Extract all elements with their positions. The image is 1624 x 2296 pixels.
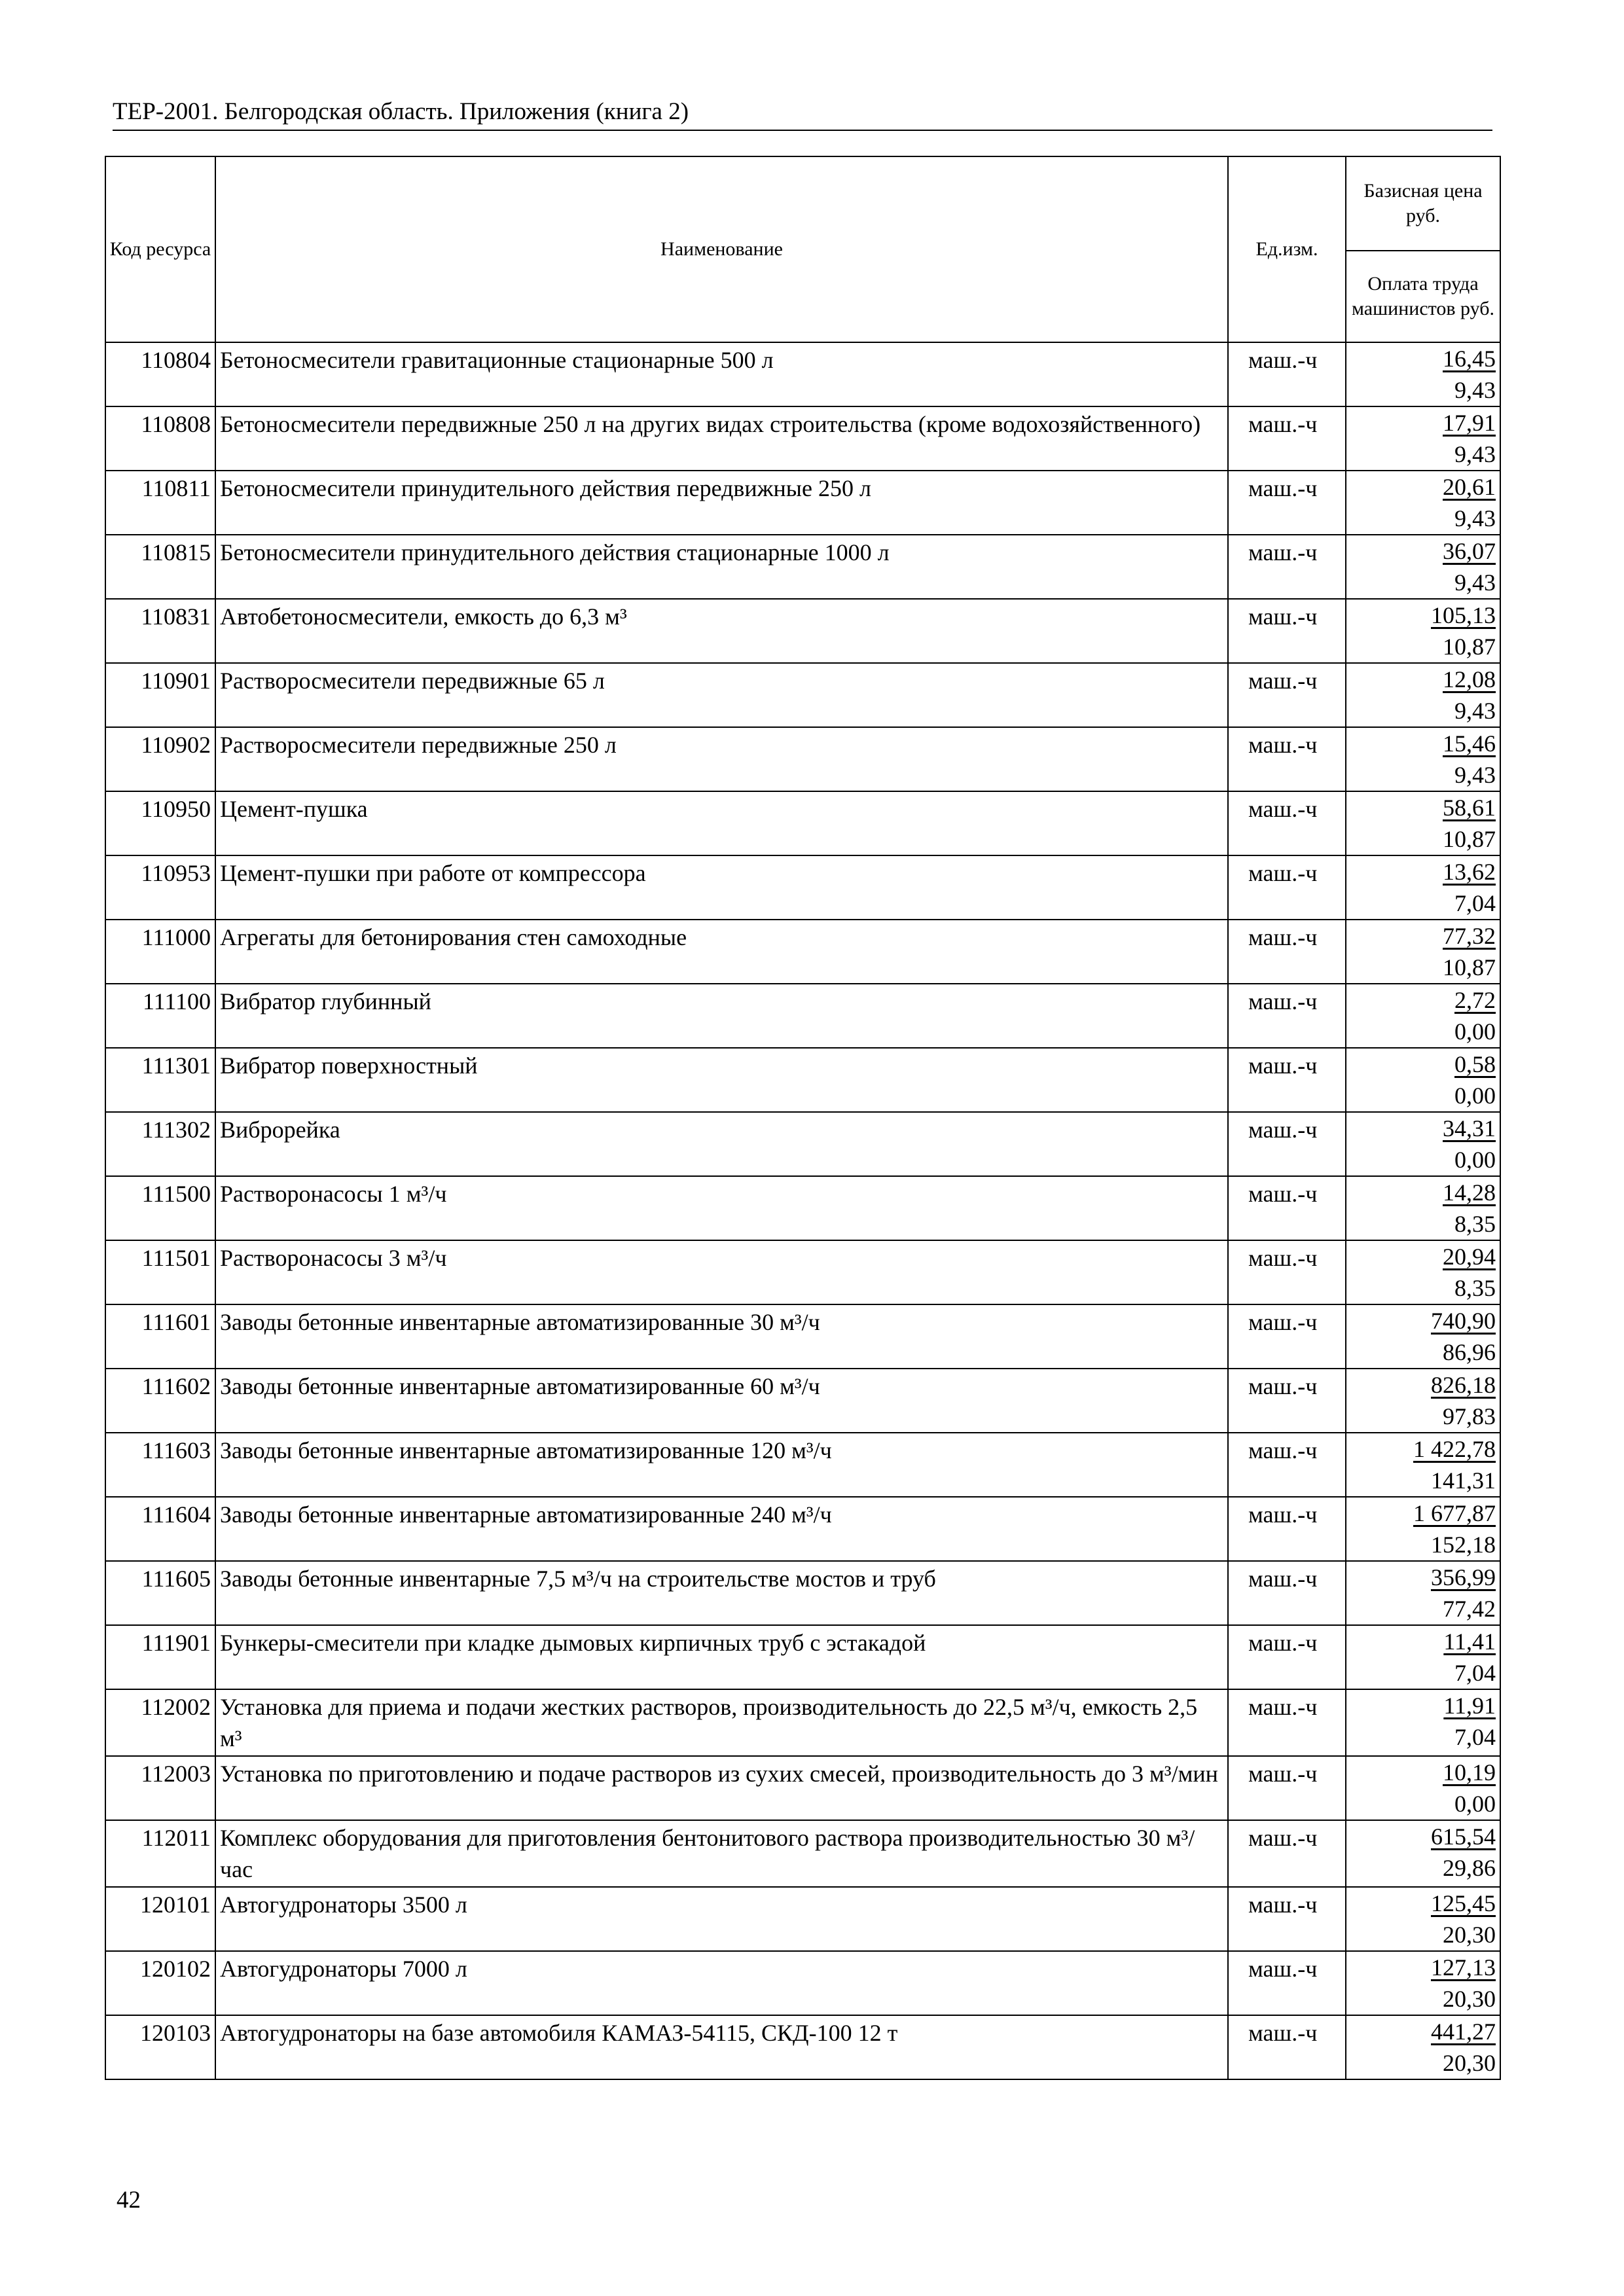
price-cell xyxy=(1346,1240,1500,1304)
resource-name-cell: Заводы бетонные инвентарные 7,5 м³/ч на строительстве мостов и труб xyxy=(215,1561,1228,1625)
unit-cell: маш.-ч xyxy=(1228,406,1346,471)
base-price-value: 20,94 xyxy=(1443,1244,1496,1270)
resource-code-cell: 111501 xyxy=(105,1240,215,1304)
resource-code-cell: 110808 xyxy=(105,406,215,471)
price-cell xyxy=(1346,1369,1500,1433)
resource-name-cell: Бетоносмесители принудительного действия передвижные 250 л xyxy=(215,471,1228,535)
resource-code-cell: 110901 xyxy=(105,663,215,727)
price-cell xyxy=(1346,1304,1500,1369)
resource-name-cell: Растворосмесители передвижные 250 л xyxy=(215,727,1228,791)
base-price-value: 20,61 xyxy=(1443,474,1496,500)
labor-pay-value: 0,00 xyxy=(1454,1018,1496,1045)
resource-name-cell: Автобетоносмесители, емкость до 6,3 м³ xyxy=(215,599,1228,663)
labor-pay-value: 152,18 xyxy=(1431,1532,1496,1558)
column-header-name: Наименование xyxy=(215,156,1228,342)
unit-cell: маш.-ч xyxy=(1228,1756,1346,1820)
resource-code-cell: 111100 xyxy=(105,984,215,1048)
price-cell xyxy=(1346,2015,1500,2079)
resource-name-cell: Бетоносмесители гравитационные стационарные 500 л xyxy=(215,342,1228,406)
table-row xyxy=(105,1240,1500,1304)
unit-cell: маш.-ч xyxy=(1228,1820,1346,1887)
resource-code-cell: 120102 xyxy=(105,1951,215,2015)
resource-name-cell: Вибратор глубинный xyxy=(215,984,1228,1048)
base-price-value: 356,99 xyxy=(1431,1564,1496,1590)
table-row xyxy=(105,1433,1500,1497)
resource-name-cell: Заводы бетонные инвентарные автоматизированные 30 м³/ч xyxy=(215,1304,1228,1369)
table-row xyxy=(105,2015,1500,2079)
resource-name-cell: Установка по приготовлению и подаче растворов из сухих смесей, производительность до 3 м³/мин xyxy=(215,1756,1228,1820)
price-cell xyxy=(1346,1176,1500,1240)
price-cell xyxy=(1346,727,1500,791)
table-row xyxy=(105,1951,1500,2015)
resource-code-cell: 110815 xyxy=(105,535,215,599)
table-body xyxy=(105,342,1500,2079)
resource-code-cell: 110831 xyxy=(105,599,215,663)
base-price-value: 34,31 xyxy=(1443,1115,1496,1141)
price-cell xyxy=(1346,984,1500,1048)
price-cell xyxy=(1346,1756,1500,1820)
table-row xyxy=(105,1304,1500,1369)
table-row xyxy=(105,1112,1500,1176)
labor-pay-value: 7,04 xyxy=(1454,1724,1496,1750)
base-price-value: 36,07 xyxy=(1443,538,1496,564)
resource-name-cell: Заводы бетонные инвентарные автоматизированные 60 м³/ч xyxy=(215,1369,1228,1433)
table-row xyxy=(105,1369,1500,1433)
price-cell xyxy=(1346,1112,1500,1176)
page-number: 42 xyxy=(117,2187,141,2214)
resource-code-cell: 111500 xyxy=(105,1176,215,1240)
unit-cell: маш.-ч xyxy=(1228,1176,1346,1240)
resource-code-cell: 110902 xyxy=(105,727,215,791)
price-cell xyxy=(1346,663,1500,727)
column-header-base-price: Базисная цена руб. xyxy=(1346,156,1500,251)
price-cell xyxy=(1346,599,1500,663)
price-cell xyxy=(1346,406,1500,471)
table-row xyxy=(105,663,1500,727)
unit-cell: маш.-ч xyxy=(1228,1689,1346,1756)
unit-cell: маш.-ч xyxy=(1228,791,1346,855)
resource-code-cell: 111301 xyxy=(105,1048,215,1112)
price-cell xyxy=(1346,920,1500,984)
table-row xyxy=(105,984,1500,1048)
unit-cell: маш.-ч xyxy=(1228,1625,1346,1689)
table-row xyxy=(105,406,1500,471)
base-price-value: 12,08 xyxy=(1443,666,1496,692)
resource-name-cell: Автогудронаторы 3500 л xyxy=(215,1887,1228,1951)
base-price-value: 1 422,78 xyxy=(1413,1436,1496,1462)
base-price-value: 16,45 xyxy=(1443,346,1496,372)
unit-cell: маш.-ч xyxy=(1228,727,1346,791)
unit-cell: маш.-ч xyxy=(1228,599,1346,663)
page-header-title: ТЕР-2001. Белгородская область. Приложения (книга 2) xyxy=(113,96,1492,131)
base-price-value: 105,13 xyxy=(1431,602,1496,628)
labor-pay-value: 8,35 xyxy=(1454,1275,1496,1301)
table-row xyxy=(105,1497,1500,1561)
unit-cell: маш.-ч xyxy=(1228,471,1346,535)
resource-code-cell: 120101 xyxy=(105,1887,215,1951)
base-price-value: 13,62 xyxy=(1443,859,1496,885)
labor-pay-value: 0,00 xyxy=(1454,1147,1496,1173)
price-cell xyxy=(1346,1561,1500,1625)
unit-cell: маш.-ч xyxy=(1228,1561,1346,1625)
labor-pay-value: 8,35 xyxy=(1454,1211,1496,1237)
table-row xyxy=(105,1756,1500,1820)
resource-code-cell: 112002 xyxy=(105,1689,215,1756)
price-cell xyxy=(1346,791,1500,855)
table-row xyxy=(105,920,1500,984)
base-price-value: 441,27 xyxy=(1431,2018,1496,2045)
resource-name-cell: Установка для приема и подачи жестких растворов, производительность до 22,5 м³/ч, емкость 2,5 м³ xyxy=(215,1689,1228,1756)
labor-pay-value: 9,43 xyxy=(1454,441,1496,467)
labor-pay-value: 29,86 xyxy=(1443,1855,1496,1881)
resource-name-cell: Заводы бетонные инвентарные автоматизированные 240 м³/ч xyxy=(215,1497,1228,1561)
resource-code-cell: 110953 xyxy=(105,855,215,920)
table-row xyxy=(105,1625,1500,1689)
resource-code-cell: 111605 xyxy=(105,1561,215,1625)
resource-name-cell: Вибратор поверхностный xyxy=(215,1048,1228,1112)
price-cell xyxy=(1346,855,1500,920)
table-header xyxy=(105,156,1500,342)
labor-pay-value: 9,43 xyxy=(1454,505,1496,531)
resource-name-cell: Бетоносмесители передвижные 250 л на других видах строительства (кроме водохозяйственного) xyxy=(215,406,1228,471)
price-cell xyxy=(1346,1497,1500,1561)
unit-cell: маш.-ч xyxy=(1228,342,1346,406)
table-row xyxy=(105,791,1500,855)
unit-cell: маш.-ч xyxy=(1228,1112,1346,1176)
resource-code-cell: 110804 xyxy=(105,342,215,406)
unit-cell: маш.-ч xyxy=(1228,2015,1346,2079)
resource-code-cell: 111601 xyxy=(105,1304,215,1369)
labor-pay-value: 7,04 xyxy=(1454,890,1496,916)
price-cell xyxy=(1346,471,1500,535)
resource-name-cell: Растворонасосы 3 м³/ч xyxy=(215,1240,1228,1304)
base-price-value: 58,61 xyxy=(1443,795,1496,821)
base-price-value: 0,58 xyxy=(1454,1051,1496,1077)
base-price-value: 17,91 xyxy=(1443,410,1496,436)
resource-code-cell: 111602 xyxy=(105,1369,215,1433)
resource-code-cell: 111000 xyxy=(105,920,215,984)
unit-cell: маш.-ч xyxy=(1228,1887,1346,1951)
resource-code-cell: 111901 xyxy=(105,1625,215,1689)
resource-code-cell: 110811 xyxy=(105,471,215,535)
labor-pay-value: 97,83 xyxy=(1443,1403,1496,1429)
table-row xyxy=(105,1887,1500,1951)
column-header-labor-pay: Оплата труда машинистов руб. xyxy=(1346,251,1500,342)
price-cell xyxy=(1346,342,1500,406)
table-row xyxy=(105,1561,1500,1625)
resource-name-cell: Агрегаты для бетонирования стен самоходные xyxy=(215,920,1228,984)
resource-name-cell: Комплекс оборудования для приготовления бентонитового раствора производительностью 30 м³/час xyxy=(215,1820,1228,1887)
resource-name-cell: Бункеры-смесители при кладке дымовых кирпичных труб с эстакадой xyxy=(215,1625,1228,1689)
labor-pay-value: 0,00 xyxy=(1454,1083,1496,1109)
base-price-value: 740,90 xyxy=(1431,1308,1496,1334)
resource-name-cell: Растворонасосы 1 м³/ч xyxy=(215,1176,1228,1240)
resource-code-cell: 111603 xyxy=(105,1433,215,1497)
unit-cell: маш.-ч xyxy=(1228,1304,1346,1369)
resource-code-cell: 111604 xyxy=(105,1497,215,1561)
price-cell xyxy=(1346,1820,1500,1887)
table-row xyxy=(105,1176,1500,1240)
table-row xyxy=(105,471,1500,535)
price-cell xyxy=(1346,1951,1500,2015)
labor-pay-value: 10,87 xyxy=(1443,954,1496,980)
unit-cell: маш.-ч xyxy=(1228,855,1346,920)
base-price-value: 1 677,87 xyxy=(1413,1500,1496,1526)
resource-name-cell: Заводы бетонные инвентарные автоматизированные 120 м³/ч xyxy=(215,1433,1228,1497)
resource-name-cell: Автогудронаторы на базе автомобиля КАМАЗ-54115, СКД-100 12 т xyxy=(215,2015,1228,2079)
base-price-value: 127,13 xyxy=(1431,1954,1496,1981)
price-cell xyxy=(1346,1887,1500,1951)
resource-code-cell: 112003 xyxy=(105,1756,215,1820)
unit-cell: маш.-ч xyxy=(1228,1240,1346,1304)
table-row xyxy=(105,1048,1500,1112)
base-price-value: 10,19 xyxy=(1443,1759,1496,1785)
unit-cell: маш.-ч xyxy=(1228,535,1346,599)
labor-pay-value: 141,31 xyxy=(1431,1467,1496,1494)
unit-cell: маш.-ч xyxy=(1228,1951,1346,2015)
price-cell xyxy=(1346,1689,1500,1756)
table-row xyxy=(105,1689,1500,1756)
table-row xyxy=(105,599,1500,663)
resource-code-cell: 111302 xyxy=(105,1112,215,1176)
labor-pay-value: 9,43 xyxy=(1454,377,1496,403)
labor-pay-value: 10,87 xyxy=(1443,634,1496,660)
resource-name-cell: Растворосмесители передвижные 65 л xyxy=(215,663,1228,727)
labor-pay-value: 9,43 xyxy=(1454,762,1496,788)
base-price-value: 125,45 xyxy=(1431,1890,1496,1916)
column-header-code: Код ресурса xyxy=(105,156,215,342)
unit-cell: маш.-ч xyxy=(1228,1048,1346,1112)
resource-code-cell: 110950 xyxy=(105,791,215,855)
base-price-value: 11,91 xyxy=(1443,1693,1496,1719)
labor-pay-value: 20,30 xyxy=(1443,2050,1496,2076)
price-cell xyxy=(1346,1433,1500,1497)
base-price-value: 11,41 xyxy=(1443,1628,1496,1655)
unit-cell: маш.-ч xyxy=(1228,663,1346,727)
price-cell xyxy=(1346,535,1500,599)
table-row xyxy=(105,727,1500,791)
table-row xyxy=(105,342,1500,406)
labor-pay-value: 86,96 xyxy=(1443,1339,1496,1365)
resource-price-table xyxy=(105,156,1501,2080)
resource-name-cell: Цемент-пушки при работе от компрессора xyxy=(215,855,1228,920)
column-header-unit: Ед.изм. xyxy=(1228,156,1346,342)
labor-pay-value: 20,30 xyxy=(1443,1922,1496,1948)
table-row xyxy=(105,535,1500,599)
unit-cell: маш.-ч xyxy=(1228,1497,1346,1561)
labor-pay-value: 20,30 xyxy=(1443,1986,1496,2012)
unit-cell: маш.-ч xyxy=(1228,1433,1346,1497)
base-price-value: 14,28 xyxy=(1443,1179,1496,1206)
labor-pay-value: 0,00 xyxy=(1454,1791,1496,1817)
price-cell xyxy=(1346,1048,1500,1112)
labor-pay-value: 77,42 xyxy=(1443,1596,1496,1622)
labor-pay-value: 9,43 xyxy=(1454,698,1496,724)
unit-cell: маш.-ч xyxy=(1228,1369,1346,1433)
base-price-value: 15,46 xyxy=(1443,730,1496,757)
resource-name-cell: Виброрейка xyxy=(215,1112,1228,1176)
unit-cell: маш.-ч xyxy=(1228,920,1346,984)
labor-pay-value: 9,43 xyxy=(1454,569,1496,596)
table-row xyxy=(105,1820,1500,1887)
resource-name-cell: Бетоносмесители принудительного действия стационарные 1000 л xyxy=(215,535,1228,599)
unit-cell: маш.-ч xyxy=(1228,984,1346,1048)
base-price-value: 77,32 xyxy=(1443,923,1496,949)
base-price-value: 615,54 xyxy=(1431,1823,1496,1850)
labor-pay-value: 7,04 xyxy=(1454,1660,1496,1686)
resource-code-cell: 120103 xyxy=(105,2015,215,2079)
base-price-value: 826,18 xyxy=(1431,1372,1496,1398)
base-price-value: 2,72 xyxy=(1454,987,1496,1013)
resource-code-cell: 112011 xyxy=(105,1820,215,1887)
table-row xyxy=(105,855,1500,920)
labor-pay-value: 10,87 xyxy=(1443,826,1496,852)
price-cell xyxy=(1346,1625,1500,1689)
resource-name-cell: Цемент-пушка xyxy=(215,791,1228,855)
resource-name-cell: Автогудронаторы 7000 л xyxy=(215,1951,1228,2015)
